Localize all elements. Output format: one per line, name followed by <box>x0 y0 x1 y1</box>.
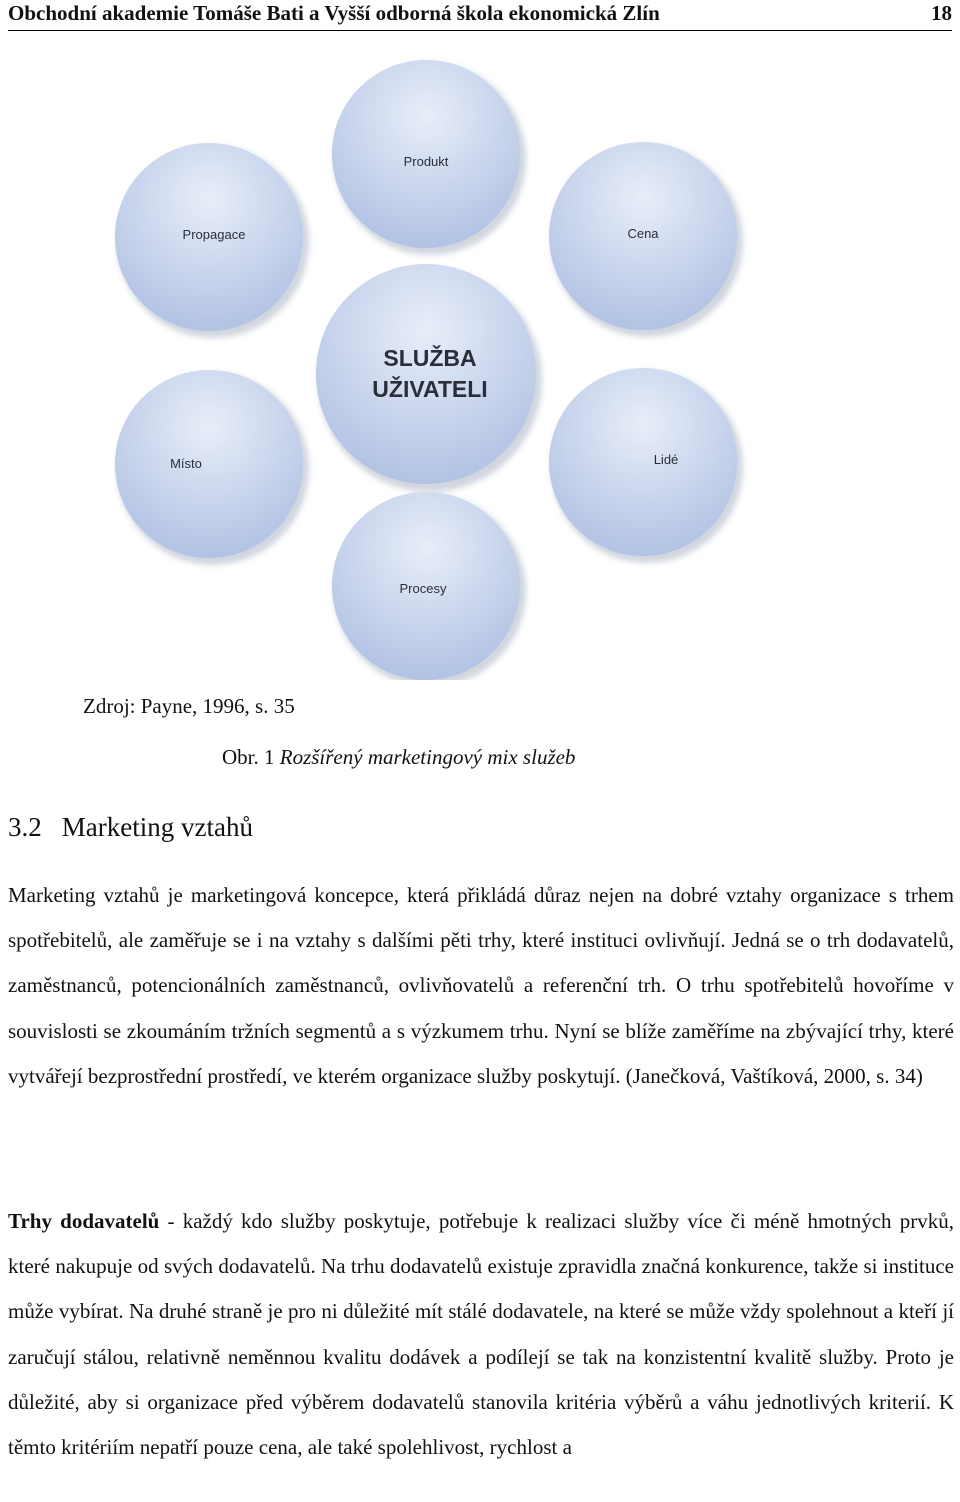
header-title: Obchodní akademie Tomáše Bati a Vyšší odborná škola ekonomická Zlín <box>8 1 660 25</box>
node-center-label-line2: UŽIVATELI <box>372 376 488 402</box>
node-people <box>549 368 737 556</box>
figure-caption <box>222 745 575 770</box>
node-place <box>115 370 303 558</box>
figure-source: Zdroj: Payne, 1996, s. 35 <box>83 694 295 718</box>
node-people-label: Lidé <box>653 452 679 467</box>
section-title: Marketing vztahů <box>61 812 253 842</box>
node-place-label: Místo <box>170 456 202 471</box>
page-number: 18 <box>931 1 952 25</box>
section-heading <box>8 812 253 843</box>
page-header <box>8 0 952 31</box>
paragraph-2-text: - každý kdo služby poskytuje, potřebuje k realizaci služby více či méně hmotných prvků, které nakupuje od svých dodavatelů. Na trhu dodavatelů existuje zpravidla značná konkurence, takže si instituce může vybírat. Na druhé straně je pro ni důležité mít stálé dodavatele, na které se může vždy spolehnout a kteří jí zaručují stálou, relativně neměnnou kvalitu dodávek a podílejí se tak na konzistentní kvalitě služby. Proto je důležité, aby si organizace před výběrem dodavatelů stanovila kritéria výběrů a váhu jednotlivých kriterií. K těmto kritériím nepatří pouze cena, ale také spolehlivost, rychlost a <box>8 1209 954 1460</box>
paragraph-2 <box>8 1199 954 1470</box>
node-center-label-line1: SLUŽBA <box>383 345 477 371</box>
node-processes-label: Procesy <box>399 581 447 596</box>
node-price-label: Cena <box>627 226 659 241</box>
node-center <box>316 264 536 484</box>
paragraph-1: Marketing vztahů je marketingová koncepce, která přikládá důraz nejen na dobré vztahy organizace s trhem spotřebitelů, ale zaměřuje se i na vztahy s dalšími pěti trhy, které instituci ovlivňují. Jedná se o trh dodavatelů, zaměstnanců, potencionálních zaměstnanců, ovlivňovatelů a referenční trh. O trhu spotřebitelů hovoříme v souvislosti se zkoumáním tržních segmentů a s výzkumem trhu. Nyní se blíže zaměříme na zbývající trhy, které vytvářejí bezprostřední prostředí, ve kterém organizace služby poskytují. (Janečková, Vaštíková, 2000, s. 34) <box>8 883 954 1088</box>
caption-prefix: Obr. 1 <box>222 745 275 769</box>
node-promotion-label: Propagace <box>182 227 246 242</box>
caption-text: Rozšířený marketingový mix služeb <box>279 745 576 769</box>
paragraph-2-lead: Trhy dodavatelů <box>8 1209 160 1233</box>
marketing-mix-diagram <box>0 40 960 680</box>
section-number: 3.2 <box>8 812 42 842</box>
node-product-label: Produkt <box>403 154 449 169</box>
